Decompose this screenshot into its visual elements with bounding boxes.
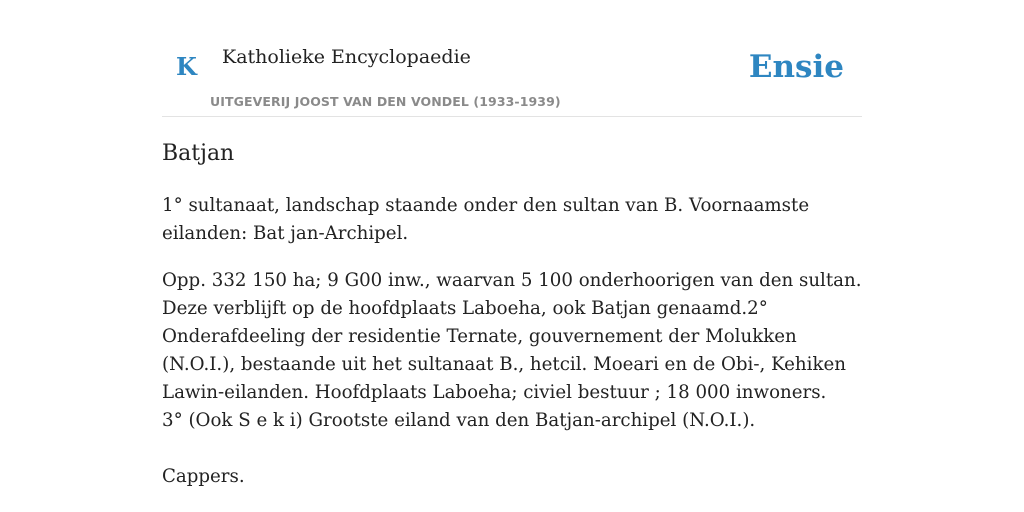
encyclopedia-logo[interactable]: K — [176, 52, 197, 81]
article — [162, 138, 862, 491]
article-paragraph: 1° sultanaat, landschap staande onder den sultan van B. Voornaamste eilanden: Bat jan-Archipel. — [162, 195, 810, 244]
article-author: Cappers. — [162, 466, 245, 487]
article-title: Batjan — [162, 141, 235, 166]
ensie-logo-link[interactable]: Ensie — [748, 49, 844, 85]
publication-title[interactable]: Katholieke Encyclopaedie — [222, 46, 471, 68]
article-paragraph: Opp. 332 150 ha; 9 G00 inw., waarvan 5 100 onderhoorigen van den sultan. Deze verblijft op de hoofdplaats Laboeha, ook Batjan genaamd.2° Onderafdeeling der residentie Ternate, gouvernement der Molukken (N.O.I.), bestaande uit het sultanaat B., hetcil. Moeari en de Obi-, Kehiken Lawin-eilanden. Hoofdplaats Laboeha; civiel bestuur ; 18 000 inwoners. 3° (Ook S e k i) Grootste eiland van den Batjan-archipel (N.O.I.). — [162, 270, 862, 431]
header — [162, 0, 862, 117]
publisher-label: UITGEVERIJ JOOST VAN DEN VONDEL (1933-1939) — [210, 94, 561, 109]
